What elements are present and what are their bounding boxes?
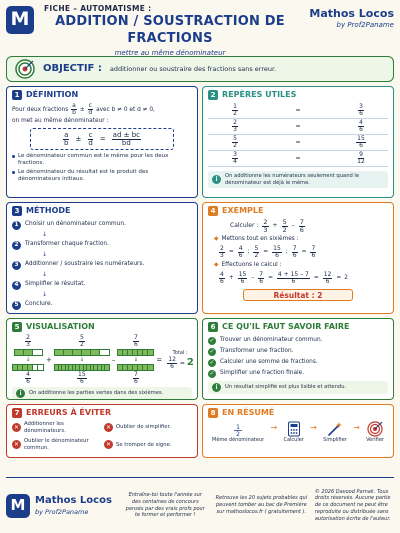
definition-intro2: on met au même dénominateur : <box>12 118 109 124</box>
error-text: Oublier le dénominateur commun. <box>24 438 89 451</box>
section-number: 3 <box>12 206 22 216</box>
left-den: 2 <box>233 142 237 149</box>
formula-frac-ab <box>63 132 69 147</box>
separator: ; <box>247 249 250 256</box>
skill-text: Calculer une somme de fractions. <box>220 358 318 365</box>
result-numerator: ad ± bc <box>112 130 140 139</box>
step-number: 3 <box>12 261 21 270</box>
den-d: d <box>88 109 93 116</box>
c2-num: 7 <box>133 371 138 378</box>
c-den: 6 <box>133 341 138 348</box>
summary-step-label: Vérifier <box>366 437 384 443</box>
plus-minus: ± <box>79 107 85 113</box>
info-box <box>208 381 388 394</box>
bar-thirds <box>14 349 43 356</box>
summary-step-label: Même dénominateur <box>212 437 265 443</box>
f3-den: 6 <box>292 252 297 260</box>
card-erreurs <box>6 404 198 458</box>
objective-text: additionner ou soustraire des fractions sans erreur. <box>109 64 277 73</box>
equals: = <box>179 359 185 367</box>
f3-den: 6 <box>299 225 304 234</box>
error-text: Se tromper de signe. <box>116 441 172 448</box>
skill-text: Trouver un dénominateur commun. <box>220 336 323 343</box>
bullet-icon: ◆ <box>214 262 219 269</box>
summary-step <box>366 421 384 443</box>
step-number: 5 <box>12 301 21 310</box>
total-den: 6 <box>170 363 174 371</box>
left-num: 5 <box>233 135 237 142</box>
effect-line <box>214 262 388 269</box>
method-step <box>12 259 192 271</box>
bar-c2 <box>117 364 154 371</box>
total-label: Total : <box>172 349 188 356</box>
equals: = <box>156 355 163 364</box>
s1-den: 6 <box>220 278 224 286</box>
section-number: 4 <box>208 206 218 216</box>
footer-logo-icon: M <box>6 494 30 518</box>
left-num: 2 <box>233 119 237 126</box>
check-icon: ✓ <box>209 358 215 366</box>
f1-den: 3 <box>263 225 268 234</box>
a-num: 2 <box>26 334 30 341</box>
equals: = <box>262 151 334 167</box>
equals: = <box>268 275 273 282</box>
right-den: 6 <box>359 142 363 149</box>
s3-den: 6 <box>311 252 316 260</box>
plus: + <box>228 275 234 282</box>
f1-num: 2 <box>263 218 268 226</box>
right-num: 3 <box>359 103 363 110</box>
header <box>6 4 394 57</box>
r-den: 6 <box>325 278 330 286</box>
section-number: 7 <box>12 408 22 418</box>
left-num: 1 <box>233 103 237 110</box>
sum-den: 6 <box>291 278 296 286</box>
formula-frac-cd <box>87 132 93 147</box>
definition-intro <box>12 103 192 116</box>
f2-den: 2 <box>254 252 259 260</box>
cross-icon: ✕ <box>13 441 20 449</box>
s2-den: 6 <box>275 252 279 260</box>
down-arrow-icon: ↓ <box>42 271 48 278</box>
b2-den: 6 <box>79 378 84 385</box>
a2-num: 4 <box>26 371 30 378</box>
left-den: 2 <box>233 110 237 117</box>
num-a: a <box>64 130 69 139</box>
fiche-label: FICHE – AUTOMATISME : <box>44 4 152 13</box>
sum-num: 4 + 15 – 7 <box>277 271 309 279</box>
a2-den: 6 <box>26 378 30 385</box>
footer <box>6 477 394 529</box>
equals: = <box>262 103 334 119</box>
left-den: 3 <box>233 126 237 133</box>
target-icon <box>15 59 35 79</box>
brand <box>302 4 394 30</box>
method-step <box>12 299 192 311</box>
c2-den: 6 <box>133 378 138 385</box>
left-num: 3 <box>233 151 237 158</box>
fraction-icon <box>231 423 245 437</box>
s2-den: 6 <box>240 278 245 286</box>
plus: + <box>272 222 278 230</box>
s3-num: 7 <box>259 271 264 279</box>
total-num: 12 <box>168 356 176 364</box>
table-row <box>208 151 388 167</box>
summary-flow <box>208 421 388 443</box>
section-title: EXEMPLE <box>222 206 264 215</box>
section-title: DÉFINITION <box>26 90 79 99</box>
table-row <box>208 135 388 151</box>
equals: = <box>262 119 334 135</box>
skill-item <box>208 335 388 346</box>
bullet-icon <box>12 155 15 158</box>
fraction-a-b <box>71 103 77 116</box>
info-text: On additionne les parties vertes dans des sixièmes. <box>29 390 164 397</box>
card-savoir <box>202 318 394 400</box>
calc-label: Calculer : <box>230 222 259 230</box>
card-resume <box>202 404 394 458</box>
step-number: 1 <box>12 221 21 230</box>
visual-total <box>166 350 194 370</box>
s3-den: 6 <box>259 278 264 286</box>
num-c: c <box>88 102 92 109</box>
objective-label: OBJECTIF : <box>43 62 102 74</box>
skills-list <box>208 335 388 379</box>
f1-den: 3 <box>220 252 224 260</box>
bar-sixths-a <box>12 364 44 371</box>
footer-brand-name: Mathos Locos <box>35 495 112 507</box>
card-visualisation <box>6 318 198 400</box>
error-item <box>12 421 100 434</box>
f3-num: 7 <box>292 245 297 253</box>
summary-step <box>283 421 303 443</box>
arrow-icon: → <box>353 423 360 433</box>
error-item <box>104 438 192 451</box>
down-arrow-icon: ↓ <box>79 356 85 363</box>
minus: – <box>291 222 295 230</box>
c-num: 7 <box>133 334 138 341</box>
final-value: 2 <box>344 275 348 282</box>
section-number: 5 <box>12 322 22 332</box>
calculator-icon <box>287 421 301 437</box>
s2-num: 15 <box>238 271 247 279</box>
skill-item <box>208 368 388 379</box>
visual-row <box>12 335 192 385</box>
step-text: Simplifier le résultat. <box>25 281 86 288</box>
num-a: a <box>72 102 76 109</box>
target-icon <box>367 421 383 437</box>
summary-step-label: Calculer <box>283 437 304 443</box>
section-number: 8 <box>208 408 218 418</box>
bullet-text: Le dénominateur du résultat est le produit des dénominateurs initiaux. <box>18 169 149 183</box>
skill-text: Simplifier une fraction finale. <box>220 369 305 376</box>
card-methode <box>6 202 198 314</box>
f2-den: 2 <box>282 225 287 234</box>
f1-num: 2 <box>220 245 224 253</box>
equals: = <box>99 134 106 143</box>
section-title: CE QU'IL FAUT SAVOIR FAIRE <box>222 322 350 331</box>
right-num: 15 <box>357 135 365 142</box>
check-icon: ✓ <box>209 336 215 344</box>
result-box: Résultat : 2 <box>243 289 353 301</box>
den-b: b <box>64 138 69 147</box>
left-den: 4 <box>233 158 237 165</box>
equals: = <box>228 249 234 256</box>
info-box <box>12 387 192 400</box>
errors-list <box>12 421 192 451</box>
error-text: Oublier de simplifier. <box>116 424 171 431</box>
section-title: MÉTHODE <box>26 206 71 215</box>
error-item <box>104 421 192 434</box>
info-icon: i <box>212 175 221 184</box>
result-denominator: bd <box>121 138 131 147</box>
r-num: 12 <box>323 271 332 279</box>
page-subtitle: mettre au même dénominateur <box>114 48 226 57</box>
right-den: 12 <box>357 158 365 165</box>
s1-num: 4 <box>238 245 243 253</box>
check-icon: ✓ <box>209 369 215 377</box>
summary-step <box>323 421 347 443</box>
equals: = <box>336 275 342 282</box>
visual-col-a <box>12 335 44 385</box>
footer-col-3: © 2026 Davood Parnak. Tous droits réservés. Aucune partie de ce document ne peut être reproduite ou distribuée sans autorisation écrite de l'auteur. <box>314 488 391 522</box>
bar-halves <box>54 349 110 356</box>
method-step <box>12 239 192 251</box>
right-den: 6 <box>359 110 363 117</box>
plus: + <box>46 355 52 364</box>
s2-num: 15 <box>273 245 281 253</box>
minus: – <box>251 275 255 282</box>
s1-den: 6 <box>238 252 243 260</box>
intro-text: Pour deux fractions <box>12 107 69 113</box>
info-icon: i <box>16 389 25 398</box>
equals: = <box>263 249 269 256</box>
step-number: 2 <box>12 241 21 250</box>
same-label: Mettons tout en sixièmes : <box>221 236 299 242</box>
summary-step <box>212 423 264 443</box>
skill-item <box>208 346 388 357</box>
bullet-icon: ◆ <box>214 236 219 242</box>
s3-num: 7 <box>311 245 316 253</box>
visual-col-b <box>54 335 110 385</box>
a-den: 3 <box>26 341 30 348</box>
fraction-c-d <box>87 103 93 116</box>
b2-num: 15 <box>78 371 86 378</box>
example-calc <box>230 219 388 233</box>
card-exemple <box>202 202 394 314</box>
info-text: On additionne les numérateurs seulement quand le dénominateur est déjà le même. <box>225 173 360 186</box>
down-arrow-icon: ↓ <box>42 231 48 238</box>
equals: = <box>262 135 334 151</box>
cross-icon: ✕ <box>105 423 112 431</box>
section-number: 1 <box>12 90 22 100</box>
right-den: 6 <box>359 126 363 133</box>
definition-bullet <box>12 153 192 167</box>
step-number: 4 <box>12 281 21 290</box>
card-definition <box>6 86 198 198</box>
footer-brand-by: by Prof2Paname <box>35 507 89 516</box>
logo-icon: M <box>6 6 34 34</box>
definition-bullet <box>12 169 192 183</box>
error-item <box>12 438 100 451</box>
eff-label: Effectuons le calcul : <box>221 262 282 269</box>
equals: = <box>301 249 307 256</box>
section-title: EN RÉSUMÉ <box>222 408 275 417</box>
s1-num: 4 <box>220 271 224 279</box>
info-icon: i <box>212 383 221 392</box>
down-arrow-icon: ↓ <box>42 251 48 258</box>
method-step <box>12 279 192 291</box>
section-number: 2 <box>208 90 218 100</box>
info-text: Un résultat simplifié est plus lisible et attendu. <box>225 384 347 391</box>
down-arrow-icon: ↓ <box>42 291 48 298</box>
down-arrow-icon: ↓ <box>25 356 31 363</box>
cross-icon: ✕ <box>13 423 20 431</box>
step-text: Choisir un dénominateur commun. <box>25 221 126 228</box>
visual-col-c <box>117 335 154 385</box>
den-b: b <box>72 109 76 116</box>
equals: = <box>313 275 319 282</box>
step-text: Additionner / soustraire les numérateurs. <box>25 261 145 268</box>
formula-result <box>112 132 141 147</box>
method-step <box>12 219 192 231</box>
skill-item <box>208 357 388 368</box>
total-value: 2 <box>186 357 194 369</box>
separator: ; <box>285 249 288 256</box>
brand-by: by Prof2Paname <box>336 20 394 29</box>
brand-name: Mathos Locos <box>309 7 394 20</box>
same-den-line <box>214 236 388 243</box>
bullet-icon <box>12 171 15 174</box>
step-text: Conclure. <box>25 301 53 308</box>
section-title: ERREURS À ÉVITER <box>26 408 112 417</box>
definition-formula <box>30 128 174 150</box>
f2-num: 5 <box>254 245 259 253</box>
table-row <box>208 103 388 119</box>
bar-sixths-b <box>54 364 110 371</box>
footer-col-1: Entraîne-toi toute l'année sur des centaines de concours pensés par des vrais profs pour te former et performer ! <box>125 492 205 519</box>
conversion-line <box>218 246 388 259</box>
num-c: c <box>88 130 93 139</box>
info-box <box>208 171 388 188</box>
table-row <box>208 119 388 135</box>
content-grid <box>6 86 394 458</box>
f2-num: 5 <box>282 218 287 226</box>
wand-icon <box>327 421 343 437</box>
footer-col-2: Retrouve les 20 sujets probables qui peuvent tomber au bac de Première sur mathoslocos.fr ( gratuitement ). <box>215 495 308 515</box>
calc-line <box>218 272 388 285</box>
down-arrow-icon: ↓ <box>133 356 139 363</box>
check-icon: ✓ <box>209 347 215 355</box>
plus-minus: ± <box>75 134 82 143</box>
skill-text: Transformer une fraction. <box>220 347 294 354</box>
equivalence-table <box>208 103 388 167</box>
intro-condition: avec b ≠ 0 et d ≠ 0, <box>96 107 155 113</box>
summary-step-label: Simplifier <box>323 437 347 443</box>
step-text: Transformer chaque fraction. <box>25 241 109 248</box>
section-number: 6 <box>208 322 218 332</box>
bar-c <box>117 349 154 356</box>
arrow-icon: → <box>270 423 278 433</box>
right-num: 9 <box>359 151 363 158</box>
bullet-text: Le dénominateur commun est le même pour les deux fractions. <box>18 153 169 167</box>
error-text: Additionner les dénominateurs. <box>24 421 66 434</box>
objective-banner <box>6 56 394 82</box>
right-num: 4 <box>359 119 363 126</box>
f3-num: 7 <box>299 218 304 226</box>
svg-text:1: 1 <box>236 424 240 431</box>
section-title: VISUALISATION <box>26 322 95 331</box>
page-title: ADDITION / SOUSTRACTION DE FRACTIONS <box>55 14 285 46</box>
method-steps <box>12 219 192 311</box>
b-den: 2 <box>79 341 84 348</box>
minus: – <box>111 355 116 364</box>
svg-text:2: 2 <box>236 431 240 437</box>
den-d: d <box>88 138 93 147</box>
section-title: REPÈRES UTILES <box>222 90 297 99</box>
b-num: 5 <box>79 334 84 341</box>
arrow-icon: → <box>310 423 317 433</box>
cross-icon: ✕ <box>105 441 112 449</box>
card-reperes <box>202 86 394 198</box>
